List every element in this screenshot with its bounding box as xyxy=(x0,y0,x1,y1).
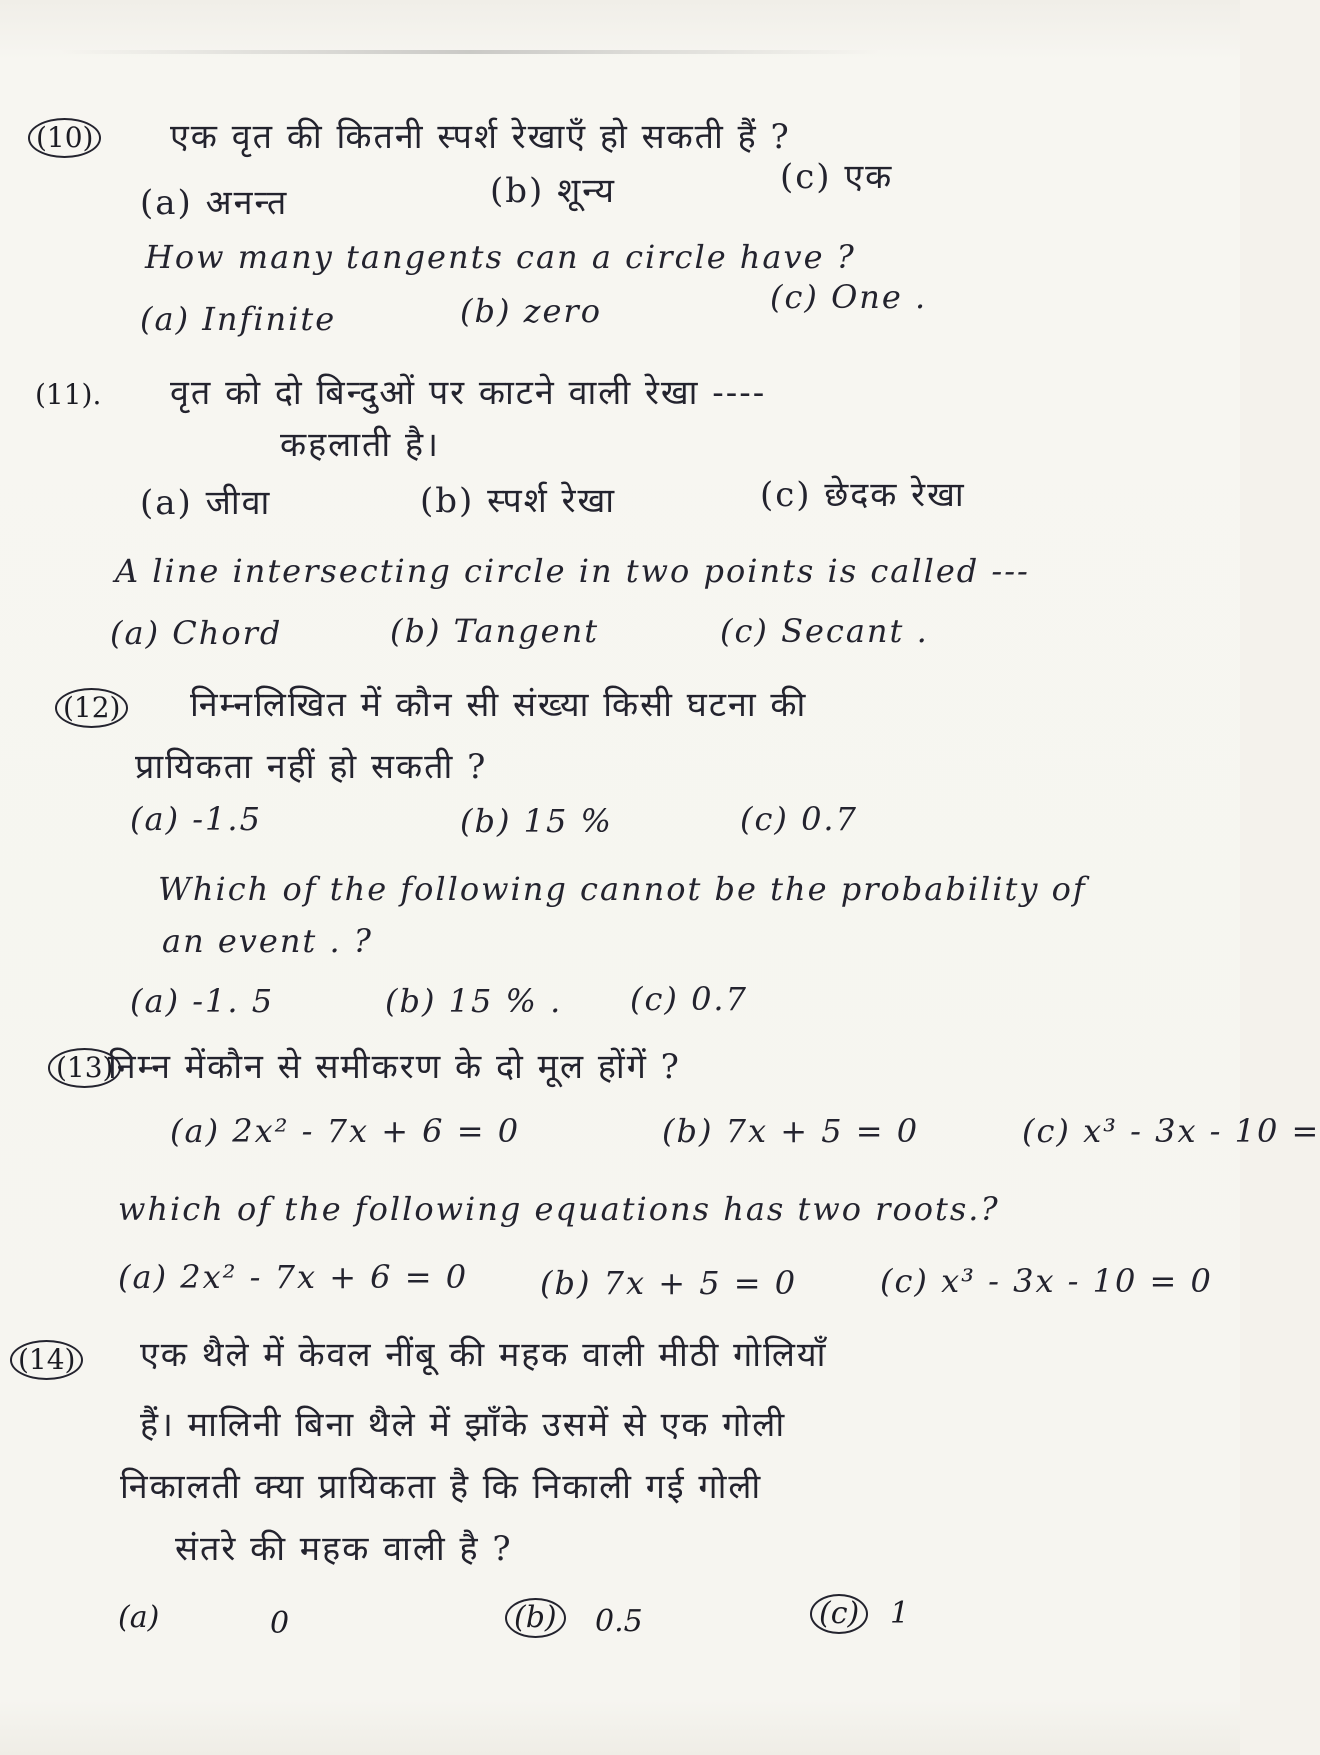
q14-option-a-marker: (a) xyxy=(118,1600,160,1635)
q13-english-option-c: (c) x³ - 3x - 10 = 0 xyxy=(880,1262,1213,1300)
question-number-12: (12) xyxy=(55,688,128,728)
q11-hindi-option-c: (c) छेदक रेखा xyxy=(760,475,966,515)
q12-english-question-line2: an event . ? xyxy=(162,922,373,960)
question-number-10: (10) xyxy=(28,118,101,158)
question-number-13: (13) xyxy=(48,1048,121,1088)
q11-english-option-b: (b) Tangent xyxy=(390,612,600,650)
q12-english-option-b: (b) 15 % . xyxy=(385,982,563,1020)
q12-hindi-option-a: (a) -1.5 xyxy=(130,800,262,838)
q14-option-c-value: 1 xyxy=(890,1596,910,1631)
paper-edge xyxy=(60,50,880,54)
question-number-14: (14) xyxy=(10,1340,83,1380)
q14-option-a-value: 0 xyxy=(270,1606,290,1641)
q14-hindi-question-line3: निकालती क्या प्रायिकता है कि निकाली गई गोली xyxy=(120,1467,763,1507)
q11-hindi-question-line2: कहलाती है। xyxy=(280,425,440,465)
q13-hindi-question: निम्न मेंकौन से समीकरण के दो मूल होंगें ? xyxy=(108,1047,681,1087)
q10-hindi-option-b: (b) शून्य xyxy=(490,171,616,211)
q14-option-b-marker: (b) xyxy=(505,1598,566,1638)
q10-english-option-b: (b) zero xyxy=(460,292,602,330)
q10-english-option-c: (c) One . xyxy=(770,278,928,316)
q13-hindi-option-c: (c) x³ - 3x - 10 = xyxy=(1022,1112,1320,1150)
q14-option-c-marker: (c) xyxy=(810,1594,868,1634)
q12-english-option-a: (a) -1. 5 xyxy=(130,982,275,1020)
q11-hindi-option-b: (b) स्पर्श रेखा xyxy=(420,481,617,521)
question-number-11: (11). xyxy=(35,378,102,411)
q11-english-option-c: (c) Secant . xyxy=(720,612,929,650)
q12-english-option-c: (c) 0.7 xyxy=(630,980,748,1018)
q14-option-b-value: 0.5 xyxy=(595,1604,643,1639)
q13-hindi-option-b: (b) 7x + 5 = 0 xyxy=(662,1112,920,1150)
q13-english-option-a: (a) 2x² - 7x + 6 = 0 xyxy=(118,1258,469,1296)
q10-hindi-option-a: (a) अनन्त xyxy=(140,183,289,223)
q11-hindi-question-line1: वृत को दो बिन्दुओं पर काटने वाली रेखा ---- xyxy=(170,373,767,413)
q13-hindi-option-a: (a) 2x² - 7x + 6 = 0 xyxy=(170,1112,521,1150)
q13-english-option-b: (b) 7x + 5 = 0 xyxy=(540,1264,798,1302)
q10-english-question: How many tangents can a circle have ? xyxy=(145,238,856,276)
q10-hindi-question: एक वृत की कितनी स्पर्श रेखाएँ हो सकती हैं ? xyxy=(170,117,791,157)
q12-hindi-option-b: (b) 15 % xyxy=(460,802,613,840)
q12-hindi-option-c: (c) 0.7 xyxy=(740,800,858,838)
q13-english-question: which of the following equations has two roots.? xyxy=(118,1190,1000,1228)
q12-hindi-question-line1: निम्नलिखित में कौन सी संख्या किसी घटना की xyxy=(190,685,808,725)
q11-english-question: A line intersecting circle in two points is called --- xyxy=(115,552,1030,590)
q12-hindi-question-line2: प्रायिकता नहीं हो सकती ? xyxy=(135,747,488,787)
q10-english-option-a: (a) Infinite xyxy=(140,300,337,338)
q14-hindi-question-line4: संतरे की महक वाली है ? xyxy=(175,1529,513,1569)
q14-hindi-question-line2: हैं। मालिनी बिना थैले में झाँके उसमें से एक गोली xyxy=(140,1405,787,1445)
q14-hindi-question-line1: एक थैले में केवल नींबू की महक वाली मीठी गोलियाँ xyxy=(140,1335,828,1375)
q12-english-question-line1: Which of the following cannot be the probability of xyxy=(158,870,1087,908)
q10-hindi-option-c: (c) एक xyxy=(780,157,894,197)
q11-hindi-option-a: (a) जीवा xyxy=(140,483,272,523)
q11-english-option-a: (a) Chord xyxy=(110,614,283,652)
